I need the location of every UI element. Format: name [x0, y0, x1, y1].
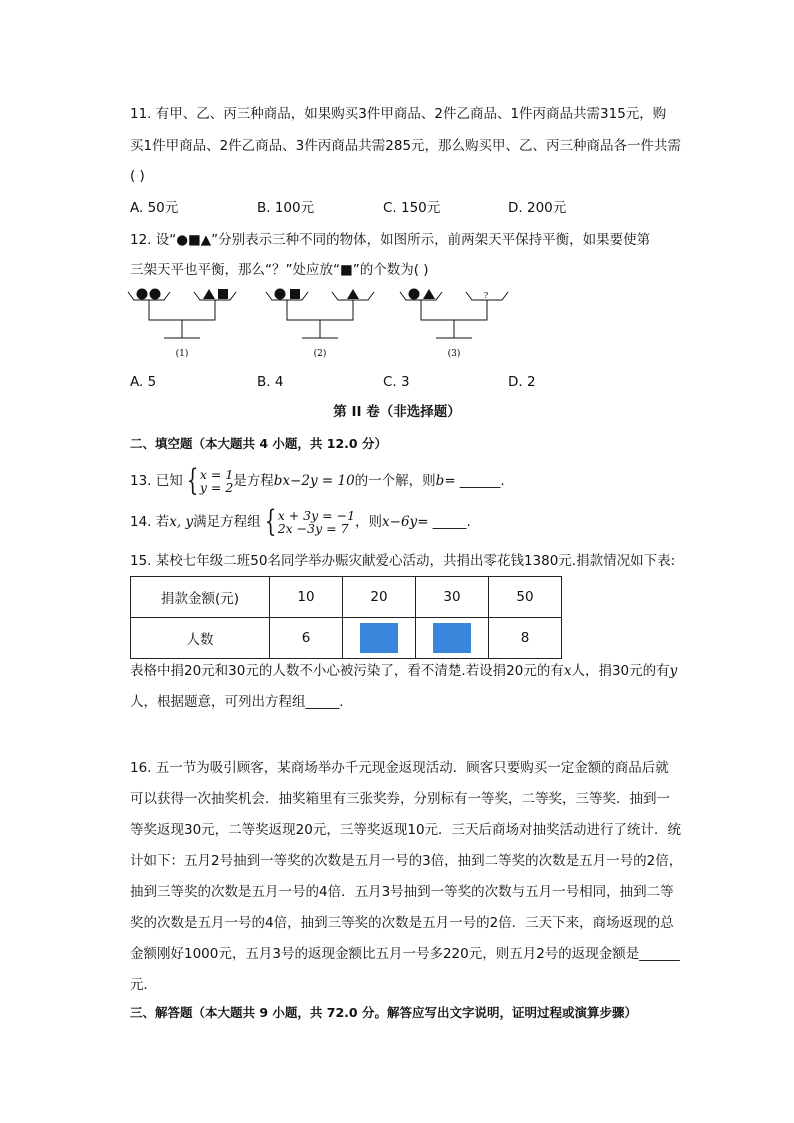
- table-cell: 30: [416, 577, 489, 618]
- q12-option-d: D. 2: [508, 374, 536, 390]
- triangle-icon: [423, 289, 435, 299]
- circle-icon: [409, 289, 420, 300]
- table-header-row: [131, 577, 562, 618]
- q11-line-2: 买1件甲商品、2件乙商品、3件丙商品共需285元，那么购买甲、乙、丙三种商品各一件共需: [130, 138, 682, 154]
- circle-icon: [275, 289, 286, 300]
- q16-line-3: 等奖返现30元，二等奖返现20元，三等奖返现10元．三天后商场对抽奖活动进行了统计．统: [130, 822, 682, 838]
- section-3-heading: 三、解答题（本大题共 9 小题，共 72.0 分。解答应写出文字说明，证明过程或演算步骤）: [130, 1005, 637, 1020]
- q13-prefix: 13. 已知: [130, 473, 183, 489]
- circle-icon: [137, 289, 148, 300]
- q16-line-4: 计如下：五月2号抽到一等奖的次数是五月一号的3倍，抽到二等奖的次数是五月一号的2倍，: [130, 853, 683, 869]
- q12-line-1: 12. 设“●■▲”分别表示三种不同的物体，如图所示，前两架天平保持平衡，如果要使第: [130, 232, 651, 248]
- part-2-title: 第 II 卷（非选择题）: [333, 404, 461, 420]
- q14-prefix: 14. 若: [130, 514, 170, 530]
- q16-line-8: 元．: [130, 977, 157, 993]
- q13-mid: 是方程: [233, 473, 274, 489]
- circle-icon: [150, 289, 161, 300]
- square-icon: [218, 289, 228, 299]
- triangle-icon: [203, 289, 215, 299]
- q14-system: { x + 3y = −1 2x −3y = 7: [264, 504, 356, 539]
- q13-answer-blank: = ______.: [444, 473, 505, 489]
- ink-stain: [360, 623, 398, 653]
- q13-suffix: 的一个解，则: [354, 473, 436, 489]
- q15-line-2b: 人，捐30元的有: [571, 663, 670, 679]
- square-icon: [290, 289, 300, 299]
- q14-line: [130, 504, 471, 539]
- q13-eq-1: x = 1: [199, 467, 234, 482]
- table-cell: 10: [270, 577, 343, 618]
- q14-vars: x, y: [169, 514, 194, 530]
- q11-line-3: ( ): [130, 168, 145, 184]
- scale-2-label: (2): [313, 349, 327, 359]
- triangle-icon: [347, 289, 359, 299]
- q15-var-y: y: [669, 663, 678, 679]
- q14-suffix: ，则: [355, 514, 383, 530]
- question-mark-label: ?: [483, 291, 489, 300]
- stained-cell-20: [343, 618, 416, 659]
- q14-eq-1: x + 3y = −1: [277, 508, 356, 523]
- q11-option-c: C. 150元: [383, 200, 441, 216]
- q13-eq-2: y = 2: [199, 480, 234, 495]
- q15-line-3: 人，根据题意，可列出方程组_____.: [130, 694, 344, 710]
- section-2-heading: 二、填空题（本大题共 4 小题，共 12.0 分）: [130, 436, 387, 451]
- q16-line-2: 可以获得一次抽奖机会．抽奖箱里有三张奖券，分别标有一等奖，二等奖，三等奖．抽到一: [130, 791, 670, 807]
- q12-option-b: B. 4: [257, 374, 284, 390]
- q11-line-1: 11. 有甲、乙、丙三种商品，如果购买3件甲商品、2件乙商品、1件丙商品共需315元，购: [130, 106, 667, 122]
- table-cell: 6: [270, 618, 343, 659]
- table-cell: 50: [489, 577, 562, 618]
- table-cell: 8: [489, 618, 562, 659]
- q16-line-7: 金额刚好1000元，五月3号的返现金额比五月一号多220元，则五月2号的返现金额是______: [130, 946, 680, 962]
- q16-line-6: 奖的次数是五月一号的4倍，抽到三等奖的次数是五月一号的2倍．三天下来，商场返现的总: [130, 915, 674, 931]
- q15-line-2a: 表格中捐20元和30元的人数不小心被污染了，看不清楚.若设捐20元的有: [130, 663, 564, 679]
- q12-option-c: C. 3: [383, 374, 410, 390]
- q14-expr: x−6y: [382, 514, 418, 530]
- table-row: [131, 618, 562, 659]
- q13-equation: bx−2y = 10: [273, 473, 355, 489]
- ink-stain: [433, 623, 471, 653]
- scale-3-label: (3): [447, 349, 461, 359]
- q14-eq-2: 2x −3y = 7: [277, 521, 349, 536]
- q16-line-5: 抽到三等奖的次数是五月一号的4倍．五月3号抽到一等奖的次数与五月一号相同，抽到二等: [130, 884, 674, 900]
- q11-option-b: B. 100元: [257, 200, 315, 216]
- q16-line-1: 16. 五一节为吸引顾客，某商场举办千元现金返现活动．顾客只要购买一定金额的商品后就: [130, 760, 669, 776]
- table-cell: 人数: [131, 618, 270, 659]
- table-cell: 捐款金额(元): [131, 577, 270, 618]
- scale-1-label: (1): [175, 349, 189, 359]
- q14-mid: 满足方程组: [193, 514, 261, 530]
- stained-cell-30: [416, 618, 489, 659]
- q12-line-2: 三架天平也平衡，那么“？”处应放“■”的个数为( ): [130, 262, 429, 278]
- q11-option-d: D. 200元: [508, 200, 567, 216]
- donation-table: [130, 576, 562, 659]
- table-cell: 20: [343, 577, 416, 618]
- q13-var: b: [435, 473, 445, 489]
- q11-option-a: A. 50元: [130, 200, 179, 216]
- q15-line-2: [130, 661, 677, 681]
- q14-answer-blank: = _____.: [417, 514, 471, 530]
- q15-var-x: x: [563, 663, 572, 679]
- q13-line: [130, 463, 505, 498]
- q12-option-a: A. 5: [130, 374, 157, 390]
- q13-system: { x = 1 y = 2: [186, 463, 234, 498]
- q15-line-1: 15. 某校七年级二班50名同学举办赈灾献爱心活动，共捐出零花钱1380元.捐款情况如下表:: [130, 553, 676, 569]
- balance-scales-figure: [124, 282, 524, 364]
